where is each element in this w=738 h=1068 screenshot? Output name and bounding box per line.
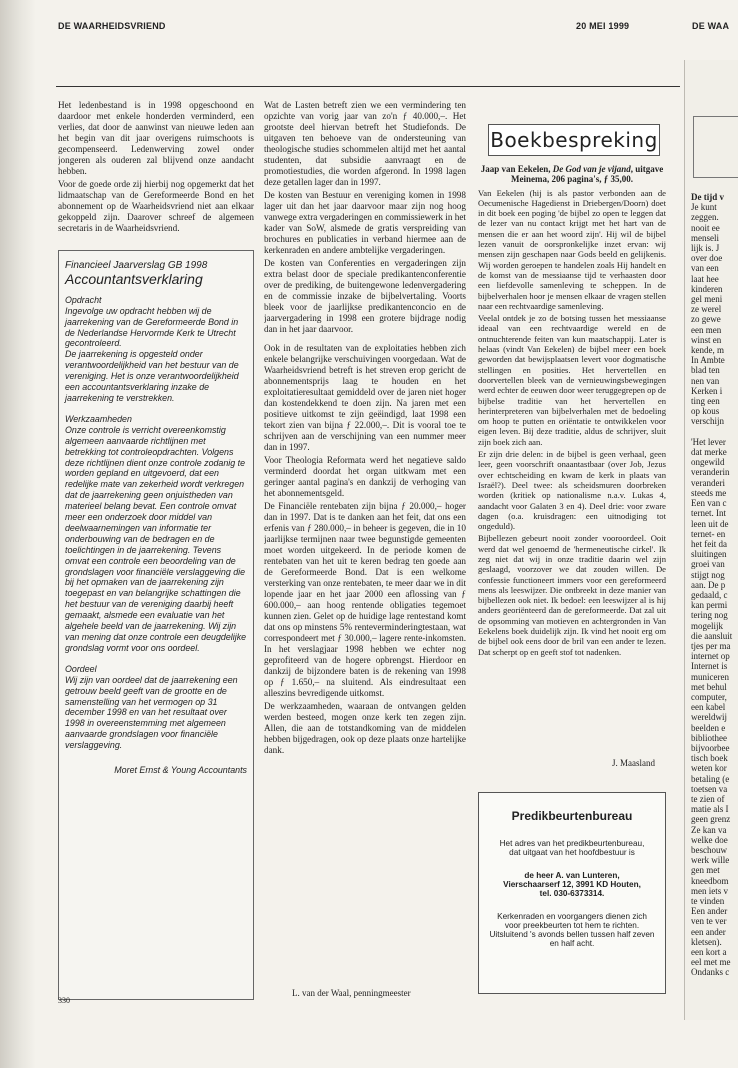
rentebaten-paragraph: De Financiële rentebaten zijn bijna ƒ 20.000,– hoger dan in 1997. Dat is te danken aan het feit, dat ons een erfenis van ƒ 280.000,– in beheer is gegeven, die in 10 jaarlijkse termijnen naar twee begunstigde gemeenten moet worden uitgekeerd. In de periode komen de rentebaten van het uit te keren bedrag ten goede aan de Gereformeerde Bond. Dat is een welkome versterking van onze rentebaten, te meer daar we in dit lopende jaar en het jaar 2000 een aflossing van ƒ 600.000,– aan hoog rentende obligaties tegemoet kunnen zien. Gelet op de huidige lage rentestand komt dat ons op minstens 5% renteverminderingtestaan, wat correspondeert met ƒ 30.000,– lagere rente-inkomsten. In het verslagjaar 1998 hebben we echter nog geprofiteerd van de hogere opbrengst. Hierdoor en dankzij de bijzondere baten is de rekening van 1998 op ƒ 1.650,– na sluitend. Als eindresultaat een alleszins bevredigende uitkomst. <box>264 501 466 698</box>
financial-report-column <box>264 100 466 980</box>
next-page-line: Kerken i <box>691 385 723 396</box>
header-date: 20 MEI 1999 <box>576 21 630 31</box>
dank-paragraph: De werkzaamheden, waaraan de ontvangen gelden werden besteed, mogen onze kerk ten zegen zijn. Allen, die aan de totstandkoming van de middelen hebben bijgedragen, ook op deze plaats onze hartelijke dank. <box>264 701 466 755</box>
next-page-line: verschijn <box>691 416 724 427</box>
next-page-line: steeds me <box>691 487 727 498</box>
predikbeurtenbureau-intro: Het adres van het predikbeurtenbureau, dat uitgaat van het hoofdbestuur is <box>499 839 645 857</box>
predikbeurtenbureau-box <box>478 792 666 994</box>
next-page-line: winst en <box>691 334 722 345</box>
next-page-line: zo gewe <box>691 314 721 325</box>
next-page-line: te vinden <box>691 896 725 907</box>
header-left: DE WAARHEIDSVRIEND <box>58 21 166 31</box>
next-page-line: op kous <box>691 406 720 417</box>
next-page-line: beelden e <box>691 722 726 733</box>
next-page-line: kletsen). <box>691 936 722 947</box>
next-page-line: over doe <box>691 253 723 264</box>
penningmeester-signature: L. van der Waal, penningmeester <box>292 988 411 998</box>
book-publisher: , uitgave Meinema, 206 pagina's, ƒ 35,00. <box>510 164 664 185</box>
header-rule <box>56 86 680 87</box>
predikbeurtenbureau-outro: Kerkenraden en voorgangers dienen zich voor preekbeurten tot hem te richten. Uitsluitend 's avonds bellen tussen half zeven en half acht. <box>489 912 655 948</box>
next-page-line: welke doe <box>691 834 728 845</box>
next-page-line: ze werel <box>691 304 722 315</box>
next-page-line: een ander <box>691 926 726 937</box>
contact-phone: tel. 030-6373314. <box>539 889 605 898</box>
next-page-line: een kort a <box>691 947 727 958</box>
next-page-line: blad ten <box>691 365 720 376</box>
next-page-line: men iets v <box>691 885 728 896</box>
next-page-line: weten kor <box>691 763 727 774</box>
werkzaamheden-paragraph: Onze controle is verricht overeenkomstig algemeen aanvaarde richtlijnen met betrekking tot controleopdrachten. Volgens deze richtlijnen dient onze controle zodanig te worden gepland en uitgevoerd, dat een redelijke mate van zekerheid wordt verkregen dat de jaarrekening geen onjuistheden van materieel belang bevat. Een controle omvat meer een onderzoek door middel van deelwaarnemingen van informatie ter onderbouwing van de bedragen en de toelichtingen in de jaarrekening. Tevens omvat een controle een beoordeling van de grondslagen voor financiële verslaggeving die bij het opmaken van de jaarrekening zijn toegepast en van belangrijke schattingen die het bestuur van de vereniging daarbij heeft gemaakt, alsmede een evaluatie van het algehele beeld van de jaarrekening. Wij zijn van mening dat onze controle een deugdelijke grondslag vormt voor ons oordeel. <box>65 424 247 653</box>
next-page-line: lijk is. J <box>691 243 720 254</box>
next-page-line: Ondanks c <box>691 967 730 978</box>
header-next-page: DE WAA <box>692 21 730 31</box>
next-page-line: betaling (e <box>691 773 730 784</box>
next-page-line: 'Het lever <box>691 436 726 447</box>
theologia-paragraph: Voor Theologia Reformata werd het negatieve saldo verminderd doordat het organ uitkwam met een geringer aantal pagina's en dankzij de verhoging van het abonnementsgeld. <box>264 455 466 498</box>
next-page-line: aan. De p <box>691 579 726 590</box>
next-page-line: Je kunt <box>691 202 717 213</box>
next-page-line <box>691 427 732 437</box>
predikbeurtenbureau-title: Predikbeurtenbureau <box>511 809 633 823</box>
next-page-line: kinderen <box>691 283 723 294</box>
next-page-line: het feit da <box>691 538 727 549</box>
next-page-line: een kabel <box>691 702 726 713</box>
next-page-line: mogelijk <box>691 620 723 631</box>
next-page-line: bibliothee <box>691 732 727 743</box>
next-page-line: geen grenz <box>691 814 731 825</box>
next-page-line: gedaald, c <box>691 589 728 600</box>
next-page-text <box>691 192 732 978</box>
next-page-line: ven te ver <box>691 916 727 927</box>
intro-paragraph-1: Het ledenbestand is in 1998 opgeschoond en daardoor met enkele honderden verminderd, een verlies, dat door de aanwinst van nieuwe leden aan het begin van dit jaar overigens ruimschoots is gecompenseerd. Ledenwerving zowel onder jongeren als ouderen zal blijvend onze aandacht hebben. <box>58 100 254 176</box>
next-page-line: laat hee <box>691 273 719 284</box>
next-page-line: stijgt nog <box>691 569 725 580</box>
next-page-line: wereldwij <box>691 712 727 723</box>
next-page-line: matie als I <box>691 804 729 815</box>
werkzaamheden-heading: Werkzaamheden <box>65 413 132 424</box>
next-page-line: ternet. Int <box>691 508 726 519</box>
next-page-line: leen uit de <box>691 518 729 529</box>
opdracht-paragraph-2: De jaarrekening is opgesteld onder verantwoordelijkheid van het bestuur van de vereniging. Het is onze verantwoordelijkheid een accountantsverklaring inzake de jaarrekening te verstrekken. <box>65 349 239 403</box>
next-page-line: menseli <box>691 232 719 243</box>
next-page-line: zeggen. <box>691 212 719 223</box>
next-page-line: werk wille <box>691 855 730 866</box>
next-page-line: ongewild <box>691 457 725 468</box>
next-page-line: bijvoorbee <box>691 742 730 753</box>
next-page-line: tisch boek <box>691 753 728 764</box>
next-page-line: die aansluit <box>691 630 733 641</box>
next-page-line: kan permi <box>691 600 728 611</box>
conferenties-paragraph: De kosten van Conferenties en vergaderingen zijn extra belast door de speciale predikantenconferentie over de prediking, de buitengewone ledenvergadering en de commissie inzake de bijbelvertaling. Voorts bleek voor de jaarlijkse predikantenconcio en de jaarvergadering in 1998 een grotere bijdrage nodig dan in het jaar daarvoor. <box>264 258 466 334</box>
next-page-line: een men <box>691 324 722 335</box>
review-paragraph-3: Er zijn drie delen: in de bijbel is geen verhaal, geen leer, geen voorschrift onaantastbaar (over Job, Jezus over echtscheiding en kwam de kerk in plaats van Israël?). Deel twee: als scheidsmuren doorbreken worden (kritiek op nationalisme n.a.v. Lukas 4, aandacht voor Galaten 3 en 4). Deel drie: voor zware dagen (o.a. kruisdragen: een uitnodiging tot ongeduld). <box>478 449 666 532</box>
next-page-line: gen met <box>691 865 720 876</box>
accountant-title: Accountantsverklaring <box>65 270 203 287</box>
next-page-line: tering nog <box>691 610 728 621</box>
accountant-signature: Moret Ernst & Young Accountants <box>114 765 247 776</box>
next-page-line: kneedbom <box>691 875 729 886</box>
intro-paragraph-2: Voor de goede orde zij hierbij nog opgemerkt dat het lidmaatschap van de Gereformeerde Bond en het abonnement op de Waarheidsvriend niet aan elkaar gekoppeld zijn. Daarover schreef de algemeen secretaris in de Waarheidsvriend. <box>58 179 254 233</box>
next-page-line: groei van <box>691 559 725 570</box>
next-page-line: Ze kan va <box>691 824 727 835</box>
opdracht-heading: Opdracht <box>65 294 102 305</box>
page-number: 330 <box>58 996 70 1005</box>
next-page-line: veranderi <box>691 477 725 488</box>
book-author: Jaap van Eekelen, <box>480 164 553 174</box>
next-page-box <box>693 116 738 178</box>
next-page-line: Een ander <box>691 906 728 917</box>
next-page-line: veranderin <box>691 467 730 478</box>
oordeel-heading: Oordeel <box>65 663 97 674</box>
next-page-line: dat merke <box>691 447 727 458</box>
opdracht-paragraph-1: Ingevolge uw opdracht hebben wij de jaarrekening van de Gereformeerde Bond in de Nederlandse Hervormde Kerk te Utrecht gecontroleerd. <box>65 305 239 349</box>
next-page-line: Een van c <box>691 498 727 509</box>
intro-column <box>58 100 254 240</box>
accountant-supertitle: Financieel Jaarverslag GB 1998 <box>65 260 208 271</box>
next-page-line: met behul <box>691 681 727 692</box>
book-reference <box>478 164 666 185</box>
next-page-line: municeren <box>691 671 729 682</box>
exploitaties-paragraph: Ook in de resultaten van de exploitaties hebben zich enkele belangrijke verschuivingen voorgedaan. Wat de Waarheidsvriend betreft is het streven erop gericht de abonnementsprijs laag te houden en het exploitatieresultaat gemiddeld over de jaren niet hoger dan kostendekkend te doen zijn. Na jaren met een positieve uitkomst te zijn geëindigd, laat 1998 een tekort zien van bijna ƒ 22.000,–. Dit is vooral toe te schrijven aan de verschijning van een nummer meer dan in 1997. <box>264 343 466 452</box>
accountant-statement-box <box>58 250 254 1000</box>
next-page-line: ternet- en <box>691 528 726 539</box>
next-page-line: computer, <box>691 691 727 702</box>
next-page-line: eel met me <box>691 957 731 968</box>
next-page-edge <box>684 60 738 1020</box>
book-spine <box>0 0 36 1068</box>
next-page-line: beschouw <box>691 845 727 855</box>
review-paragraph-4: Bijbellezen gebeurt nooit zonder vooroordeel. Ooit werd dat wel genoemd de 'hermeneutische cirkel'. Ik zeg niet dat wij in onze traditie daarin wel zijn geslaagd, voorzover we dat zouden willen. De confessie functioneert immers voor een gereformeerd mens als leeswijzer. Die ontbreekt in deze manier van bijbellezen ook niet. Ik bedoel: een leeswijzer al is hij anders georiënteerd dan de gereformeerde. Dat zal uit de opsomming van motieven en achtergronden in Van Eekelens boek duidelijk zijn. Ik vind het nooit erg om de bijbel ook eens door de bril van een ander te lezen. Dat scherpt op en geeft stof tot nadenken. <box>478 533 666 657</box>
next-page-line: Internet is <box>691 661 728 672</box>
book-review-column <box>478 164 666 754</box>
review-paragraph-1: Van Eekelen (hij is als pastor verbonden aan de Oecumenische Hagedienst in Driebergen/Doorn) doet in dit boek een poging 'de bijbel zo open te leggen dat de lezer van nu contact krijgt met het hart van de mensen die er aan het woord zijn'. Hij wil de bijbel lezen vanuit de oorspronkelijke inzet ervan: wij mensen zijn geschapen naar Gods beeld en gelijkenis. Wij worden geroepen te handelen zoals Hij handelt en de komst van de messiaanse tijd te verhaasten door een liefdevolle samenleving te scheppen. In de bijbelverhalen hoor je mensen elkaar de vragen stellen naar een rechtvaardige samenleving. <box>478 187 666 311</box>
contact-name: de heer A. van Lunteren, <box>524 871 620 880</box>
next-page-line: nen van <box>691 375 720 386</box>
book-title: De God van je vijand <box>552 164 631 174</box>
next-page-line: toetsen va <box>691 783 728 794</box>
next-page-line: nooit ee <box>691 222 720 233</box>
next-page-line: ting een <box>691 396 720 407</box>
next-page-line: van een <box>691 263 719 274</box>
next-page-line: gel meni <box>691 294 723 305</box>
contact-address: Vierschaarserf 12, 3991 KD Houten, <box>503 880 641 889</box>
review-signature: J. Maasland <box>612 758 655 768</box>
next-page-line: kende, m <box>691 345 724 356</box>
next-page-line: tjes per ma <box>691 640 731 651</box>
next-page-line: In Ambte <box>691 355 725 366</box>
next-page-line: te zien of <box>691 793 725 804</box>
oordeel-paragraph: Wij zijn van oordeel dat de jaarrekening een getrouw beeld geeft van de grootte en de samenstelling van het vermogen op 31 december 1998 en van het resultaat over 1998 in overeenstemming met algemeen aanvaarde grondslagen voor financiële verslaggeving. <box>65 674 238 751</box>
next-page-line: De tijd v <box>691 192 724 202</box>
review-paragraph-2: Veelal ontdek je zo de botsing tussen het messiaanse ideaal van een rechtvaardige wereld en de ontnuchterende feiten van kun maatschappij. Later is helaas (vindt Van Eekelen) de bijbel meer een boek geworden dat bewijsplaatsen levert voor dogmatische stellingen en posities. Het hervertellen en doorvertellen bleek van de vernieuwingsbewegingen werd echter de eeuwen door weer teruggegrepen op de bijbelse traditie van het hervertellen en herinterpreteren van bijbelverhalen met de bedoeling om hoop te putten en oriëntatie te ontwikkelen voor eigen leven. Bij deze traditie, aldus de schrijver, sluit zijn boek zich aan. <box>478 313 666 447</box>
next-page-line: internet op <box>691 651 730 662</box>
bestuur-paragraph: De kosten van Bestuur en vereniging komen in 1998 lager uit dan het jaar daarvoor maar zijn nog hoog vanwege extra vergaderingen en commissiewerk in het kader van SoW, alsmede de gratis verspreiding van brochures en publicaties in verband hiermee aan de kerkenraden en andere ambtelijke vergaderingen. <box>264 190 466 255</box>
boekbespreking-title: Boekbespreking <box>488 124 660 156</box>
next-page-line: sluitingen <box>691 549 727 560</box>
lasten-paragraph: Wat de Lasten betreft zien we een vermindering ten opzichte van vorig jaar van zo'n ƒ 40.000,–. Het grootste deel hiervan betreft het Studiefonds. De uitgaven ten behoeve van de ondersteuning van theologische studies schommelen altijd met het aantal studenten, dat subsidie aanvraagt en de promotiestudies, die worden afgerond. In 1998 lagen deze getallen lager dan in 1997. <box>264 100 466 187</box>
